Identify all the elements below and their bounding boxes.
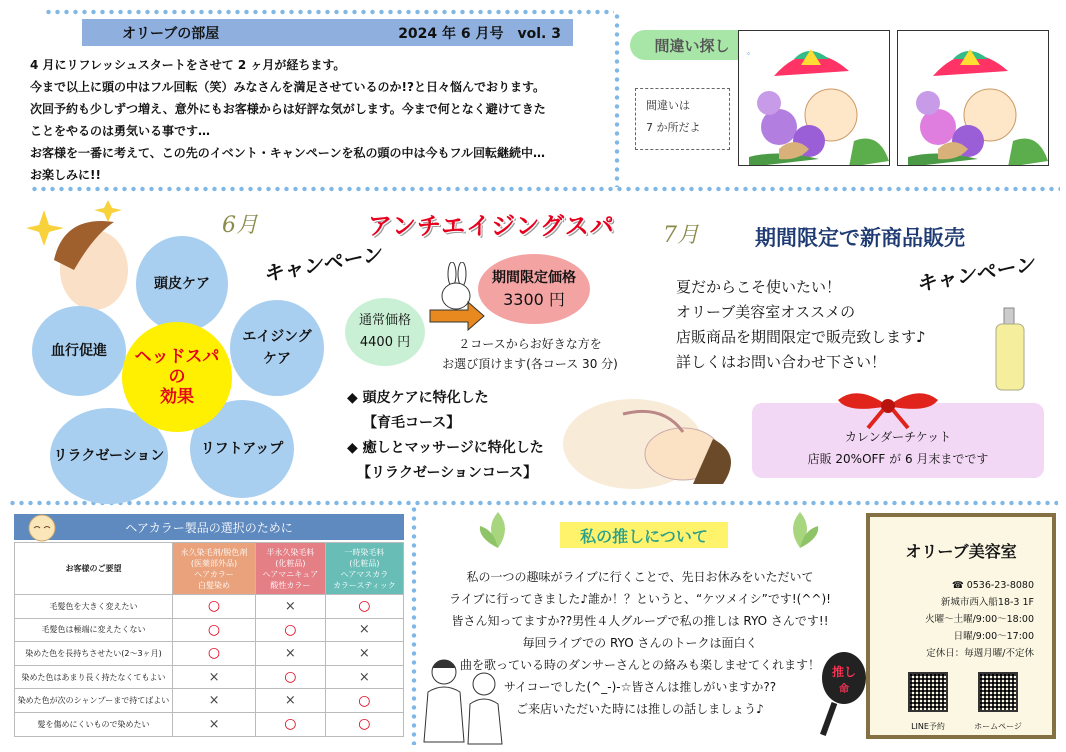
row-mark: ○	[173, 642, 256, 666]
col-eg: ヘアマスカラ カラースティック	[332, 569, 396, 590]
course-item: ◆ 癒しとマッサージに特化した	[347, 440, 544, 456]
intro-text	[30, 54, 610, 186]
spot-image-left	[738, 30, 890, 166]
normal-price-badge	[345, 298, 425, 366]
woman-head-illustration	[24, 200, 134, 315]
row-label: 染めた色はあまり長く持たなくてもよい	[15, 665, 173, 689]
line-qr-code[interactable]	[908, 672, 948, 712]
oshi-line: ライブに行ってきました♪誰か！？というと、“ケツメイシ”です!(^^)!	[449, 592, 831, 606]
header-bar	[82, 19, 573, 46]
shop-address: 新城市西入船18-3 1F	[940, 597, 1034, 608]
table-row	[15, 689, 404, 713]
oshi-fan-icon	[812, 648, 868, 738]
product-line: オリーブ美容室オススメの	[676, 303, 856, 321]
col-eg: ヘアマニキュア 酸性カラー	[262, 569, 319, 590]
col-name: 永久染毛剤/脱色剤	[180, 547, 248, 557]
fan-text: 推し	[831, 665, 857, 679]
month-number: 7	[663, 223, 677, 248]
table-row	[15, 642, 404, 666]
headspa-effects-center	[122, 322, 232, 432]
snail-umbrella-illustration	[898, 31, 1049, 166]
col-sub: (医薬部外品)	[190, 558, 238, 568]
oshi-line: 私の一つの趣味がライブに行くことで、先日お休みをいただいて	[466, 570, 814, 584]
spot-image-right	[897, 30, 1049, 166]
petal-circulation: 血行促進	[32, 306, 126, 396]
note-line: 7 か所だよ	[646, 121, 701, 134]
row-mark: ×	[325, 642, 403, 666]
course-line: お選び頂けます(各コース 30 分)	[442, 357, 618, 371]
reading-people-illustration	[414, 652, 514, 748]
table-row	[15, 712, 404, 736]
limited-price-badge	[478, 254, 590, 324]
table-header-row	[15, 543, 404, 595]
leaf-decoration-icon	[778, 508, 822, 552]
request-header: お客様のご要望	[15, 543, 173, 595]
row-mark: ○	[256, 618, 326, 642]
normal-price-value: 4400 円	[359, 335, 411, 350]
table-row	[15, 595, 404, 619]
row-mark: ○	[173, 618, 256, 642]
petal-line: エイジング	[242, 329, 312, 345]
oshi-line: 毎回ライブでの RYO さんのトークは面白く	[522, 636, 758, 650]
shop-name: オリーブ美容室	[905, 542, 1017, 561]
month-number: 6	[222, 213, 236, 238]
col-sub: (化粧品)	[349, 558, 380, 568]
row-mark: ○	[325, 595, 403, 619]
newsletter-title: オリーブの部屋	[122, 25, 220, 42]
petal-lift-up: リフトアップ	[190, 400, 294, 498]
row-label: 毛髪色は極端に変えたくない	[15, 618, 173, 642]
intro-line: お客様を一番に考えて、この先のイベント・キャンペーンを私の頭の中は今もフル回転継続中…	[30, 146, 546, 160]
course-item: ◆ 頭皮ケアに特化した	[347, 390, 489, 406]
new-product-title: 期間限定で新商品販売	[755, 226, 965, 250]
row-mark: ○	[325, 689, 403, 713]
row-mark: ○	[325, 712, 403, 736]
table-row	[15, 618, 404, 642]
mid-dotted-border	[30, 186, 1060, 192]
note-line: 間違いは	[646, 99, 690, 112]
side-dotted-border	[614, 12, 620, 187]
petal-scalp-care: 頭皮ケア	[136, 236, 228, 332]
fan-text: 命	[839, 684, 849, 695]
shop-hours: 火曜〜土曜/9:00〜18:00	[925, 614, 1034, 625]
line-qr-label: LINE予約	[911, 722, 945, 731]
month-unit: 月	[677, 223, 700, 248]
shop-info-card	[866, 513, 1056, 739]
limited-price-label: 期間限定価格	[492, 270, 576, 286]
row-mark: ×	[256, 642, 326, 666]
row-mark: ×	[173, 712, 256, 736]
col-permanent	[173, 543, 256, 595]
product-text	[676, 275, 926, 375]
row-mark: ○	[256, 665, 326, 689]
row-label: 毛髪色を大きく変えたい	[15, 595, 173, 619]
row-label: 染めた色が次のシャンプーまで持てばよい	[15, 689, 173, 713]
row-mark: ×	[325, 665, 403, 689]
row-mark: ×	[256, 689, 326, 713]
course-note	[420, 334, 640, 374]
anti-aging-title: アンチエイジングスパ	[368, 212, 615, 240]
bottom-dotted-border	[8, 500, 1058, 506]
top-dotted-border	[44, 9, 614, 15]
petal-aging-care	[230, 300, 324, 396]
intro-line: お楽しみに!!	[30, 168, 101, 182]
col-eg: ヘアカラー 白髪染め	[194, 569, 234, 590]
uv-bottle-icon	[990, 306, 1030, 392]
center-line: 効果	[160, 387, 194, 407]
normal-price-label: 通常価格	[358, 313, 411, 328]
row-mark: ×	[325, 618, 403, 642]
center-line: の	[168, 367, 186, 387]
col-name: 半永久染毛料	[266, 547, 315, 557]
intro-line: 4 月にリフレッシュスタートをさせて 2 ヶ月が経ちます。	[30, 58, 346, 72]
product-line: 夏だからこそ使いたい！	[676, 278, 842, 296]
intro-line: 次回予約も少しずつ増え、意外にもお客様からは好評な気がします。今まで何となく避けてきた	[30, 102, 546, 116]
intro-line: ことをやるのは勇気いる事です…	[30, 124, 211, 138]
snail-umbrella-illustration	[739, 31, 890, 166]
row-label: 髪を傷めにくいもので染めたい	[15, 712, 173, 736]
row-mark: ×	[173, 665, 256, 689]
oshi-line: サイコーでした(^_-)-☆皆さんは推しがいますか??	[503, 680, 777, 694]
shop-holiday: 定休日：毎週月曜/不定休	[926, 648, 1034, 659]
shop-details	[925, 577, 1034, 662]
headspa-campaign: キャンペーン	[261, 241, 384, 287]
course-list	[347, 386, 544, 486]
july-label	[663, 218, 699, 249]
petal-line: ケア	[263, 351, 291, 367]
smiley-sun-icon	[22, 508, 62, 544]
limited-price-value: 3300 円	[503, 290, 565, 309]
row-mark: ○	[256, 712, 326, 736]
rabbit-arrow-illustration	[428, 262, 486, 334]
row-mark: ×	[173, 689, 256, 713]
col-name: 一時染毛料	[344, 547, 385, 557]
haircolor-table	[14, 542, 404, 737]
course-item: 【育毛コース】	[363, 415, 461, 431]
row-mark: ○	[173, 595, 256, 619]
spot-difference-note	[635, 88, 730, 150]
product-line: 店販商品を期間限定で販売致します♪	[676, 328, 926, 346]
col-semi-permanent	[256, 543, 326, 595]
row-label: 染めた色を長持ちさせたい(2〜3ヶ月)	[15, 642, 173, 666]
product-line: 詳しくはお問い合わせ下さい！	[676, 353, 887, 371]
oshi-title: 私の推しについて	[560, 522, 728, 548]
july-campaign: キャンペーン	[914, 251, 1037, 297]
ticket-title: カレンダーチケット	[844, 430, 952, 444]
issue-date: 2024 年 6 月号 vol. 3	[398, 25, 561, 42]
homepage-qr-label: ホームページ	[974, 722, 1022, 731]
homepage-qr-code[interactable]	[978, 672, 1018, 712]
ticket-detail: 店販 20%OFF が 6 月末までです	[807, 452, 989, 466]
course-line: ２コースからお好きな方を	[458, 337, 602, 351]
row-mark: ×	[256, 595, 326, 619]
oshi-line: 皆さん知ってますか??男性４人グループで私の推しは RYO さんです!!	[451, 614, 829, 628]
spot-difference-title: 間違い探し	[630, 30, 754, 60]
leaf-decoration-icon	[476, 508, 520, 552]
petal-relaxation: リラクゼーション	[50, 408, 168, 504]
oshi-line: ご来店いただいた時には推しの話しましょう♪	[516, 702, 764, 716]
table-row	[15, 665, 404, 689]
head-massage-illustration	[563, 384, 753, 496]
col-sub: (化粧品)	[275, 558, 306, 568]
course-item: 【リラクゼーションコース】	[357, 465, 538, 481]
col-temporary	[325, 543, 403, 595]
intro-line: 今まで以上に頭の中はフル回転（笑）みなさんを満足させているのか!?と日々悩んでおります。	[30, 80, 545, 94]
svg-text:ﾟ: ﾟ	[747, 53, 752, 64]
june-label	[222, 208, 258, 239]
shop-hours: 日曜/9:00〜17:00	[953, 631, 1034, 642]
center-line: ヘッドスパ	[134, 347, 220, 367]
oshi-line: 曲を歌っている時のダンサーさんとの絡みも楽しませてくれます！	[459, 658, 821, 672]
shop-phone: ☎ 0536-23-8080	[951, 580, 1034, 591]
month-unit: 月	[236, 213, 259, 238]
red-ribbon-icon	[828, 384, 948, 430]
haircolor-title: ヘアカラー製品の選択のために	[14, 514, 404, 540]
